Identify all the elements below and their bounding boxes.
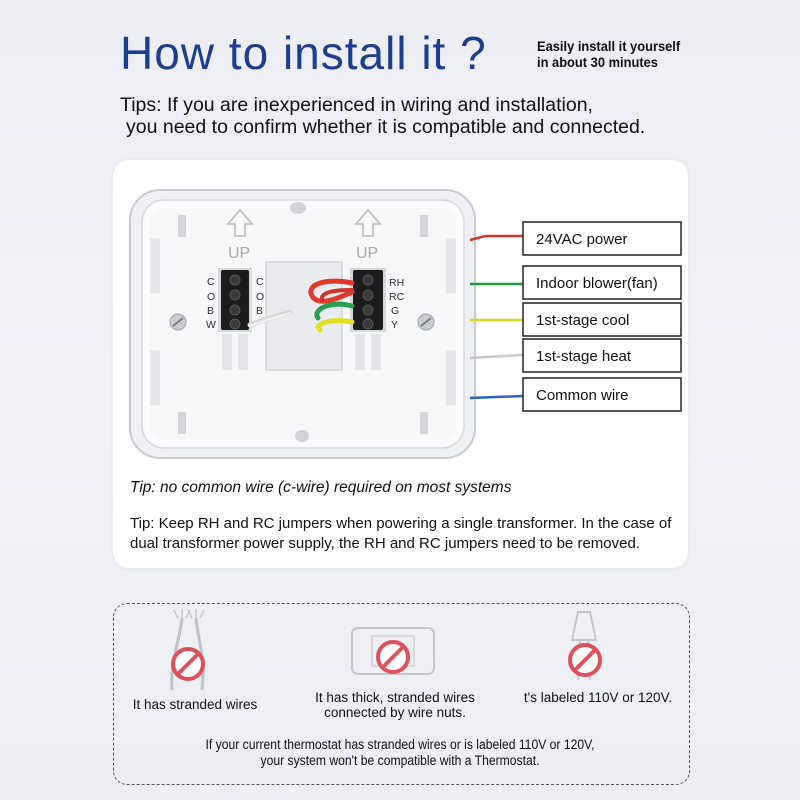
terminal-label-b-left: B <box>207 305 215 317</box>
wire-label-heat: 1st-stage heat <box>536 348 632 365</box>
incompatible-label-stranded: It has stranded wires <box>132 697 258 712</box>
terminal-label-b-inner: B <box>256 305 264 317</box>
tips-line-2: you need to confirm whether it is compatible and connected. <box>126 116 646 138</box>
wire-label-cool: 1st-stage cool <box>536 312 630 329</box>
subtitle-line-2: in about 30 minutes <box>537 54 658 70</box>
terminal-label-rh: RH <box>389 277 405 289</box>
terminal-label-c-left: C <box>207 276 215 288</box>
subtitle-line-1: Easily install it yourself <box>537 38 681 54</box>
leader-line-heat <box>470 355 523 358</box>
incompatible-note <box>175 737 625 769</box>
wire-label-fan: Indoor blower(fan) <box>536 275 658 292</box>
up-label-left: UP <box>228 245 251 262</box>
terminal-label-rc: RC <box>389 291 405 303</box>
terminal-label-w-left: W <box>206 319 216 331</box>
tip-c-wire: Tip: no common wire (c-wire) required on most systems <box>130 479 512 496</box>
incompatible-label-voltage: t's labeled 110V or 120V. <box>523 690 673 705</box>
screw-right-icon <box>418 314 434 330</box>
terminal-label-y: Y <box>391 319 399 331</box>
leader-line-24vac <box>470 236 523 240</box>
tips-line-1: Tips: If you are inexperienced in wiring and installation, <box>120 94 593 116</box>
terminal-label-g: G <box>391 305 400 317</box>
incompatible-note-line-2: your system won't be compatible with a Thermostat. <box>260 753 540 768</box>
leader-line-common <box>470 396 523 398</box>
terminal-label-o-left: O <box>207 291 216 303</box>
page-title: How to install it ? <box>120 27 487 79</box>
wire-label-common: Common wire <box>536 387 629 404</box>
incompatible-note-line-1: If your current thermostat has stranded wires or is labeled 110V or 120V, <box>205 737 595 752</box>
up-label-right: UP <box>356 245 379 262</box>
screw-left-icon <box>170 314 186 330</box>
incompatible-label-wire-nuts <box>300 690 490 720</box>
wire-nuts-line-1: It has thick, stranded wires <box>315 690 475 705</box>
terminal-label-o-inner: O <box>256 291 265 303</box>
terminal-label-c-inner: C <box>256 276 264 288</box>
wire-label-24vac: 24VAC power <box>536 231 628 248</box>
wire-nuts-line-2: connected by wire nuts. <box>324 705 466 720</box>
tip-jumpers: Tip: Keep RH and RC jumpers when powering a single transformer. In the case of dual transformer power supply, the RH and RC jumpers need to be removed. <box>130 515 672 552</box>
